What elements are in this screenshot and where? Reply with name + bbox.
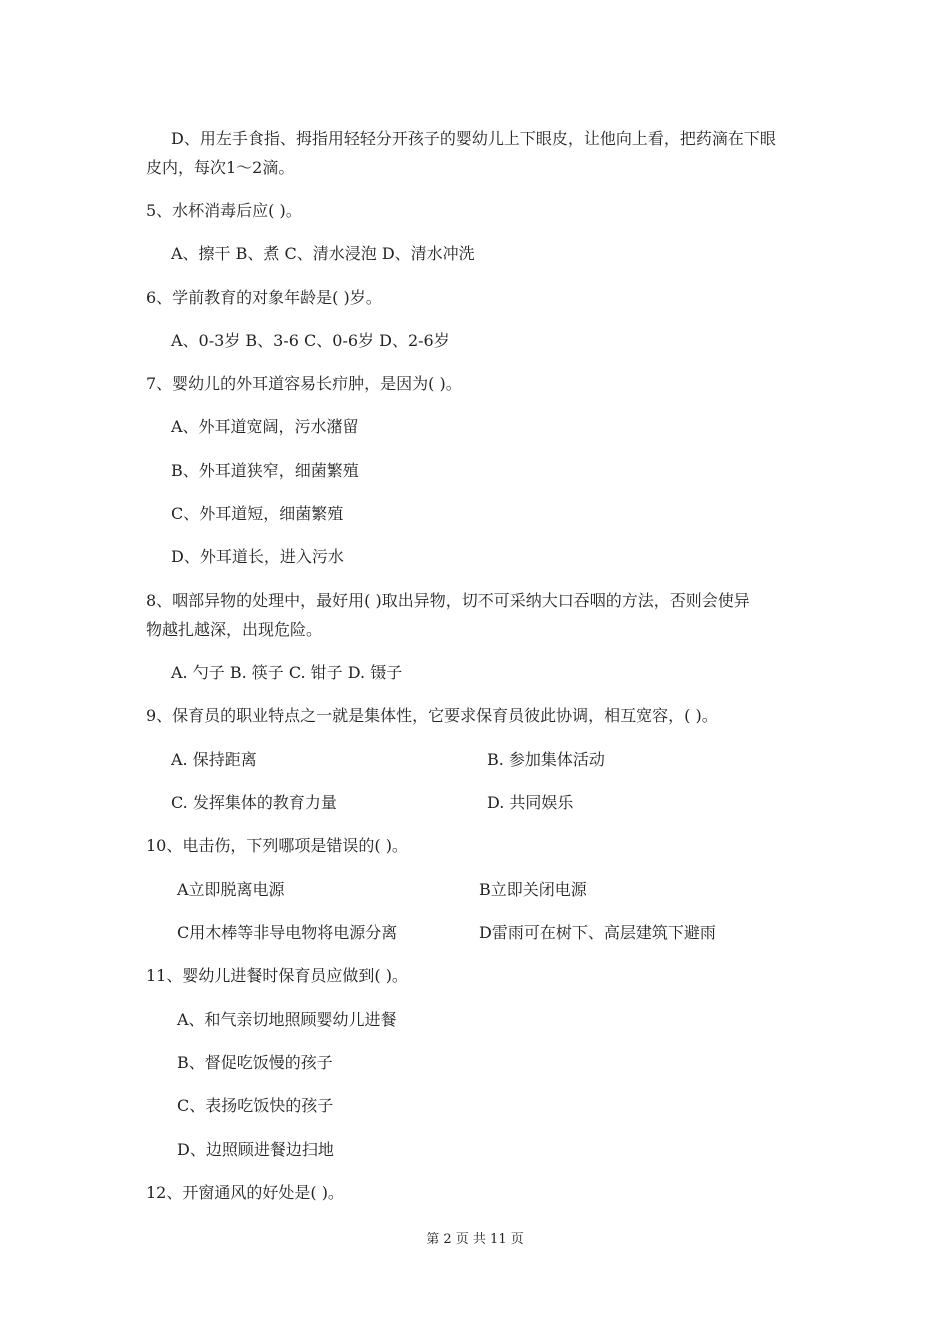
question-5-options: A、擦干 B、煮 C、清水浸泡 D、清水冲洗 [171,244,475,263]
question-7-option-a: A、外耳道宽阔，污水潴留 [171,417,359,436]
question-8-line2: 物越扎越深，出现危险。 [146,620,323,639]
question-9: 9、保育员的职业特点之一就是集体性，它要求保育员彼此协调，相互宽容，( )。 [146,706,718,725]
question-9-option-a: A. 保持距离 [171,750,257,769]
question-7-option-d: D、外耳道长，进入污水 [171,547,344,566]
q4-option-d-line1: D、用左手食指、拇指用轻轻分开孩子的婴幼儿上下眼皮，让他向上看，把药滴在下眼 [171,129,776,148]
question-7-option-c: C、外耳道短，细菌繁殖 [171,504,344,523]
question-10-option-a: A立即脱离电源 [177,880,285,899]
question-9-option-b: B. 参加集体活动 [487,750,605,769]
question-5: 5、水杯消毒后应( )。 [146,201,302,220]
question-10: 10、电击伤，下列哪项是错误的( )。 [146,836,408,855]
question-11-option-b: B、督促吃饭慢的孩子 [177,1053,333,1072]
question-10-option-b: B立即关闭电源 [479,880,587,899]
question-9-option-d: D. 共同娱乐 [487,793,574,812]
question-11-option-c: C、表扬吃饭快的孩子 [177,1096,334,1115]
question-12: 12、开窗通风的好处是( )。 [146,1183,344,1202]
q4-option-d-line2: 皮内，每次1～2滴。 [146,158,295,177]
question-10-option-d: D雷雨可在树下、高层建筑下避雨 [479,923,716,942]
question-7: 7、婴幼儿的外耳道容易长疖肿，是因为( )。 [146,374,462,393]
question-8-line1: 8、咽部异物的处理中，最好用( )取出异物，切不可采纳大口吞咽的方法，否则会使异 [146,591,750,610]
page-footer: 第 2 页 共 11 页 [426,1232,524,1247]
question-11-option-a: A、和气亲切地照顾婴幼儿进餐 [177,1010,397,1029]
question-8-options: A. 勺子 B. 筷子 C. 钳子 D. 镊子 [171,663,403,682]
question-10-option-c: C用木棒等非导电物将电源分离 [177,923,398,942]
question-11-option-d: D、边照顾进餐边扫地 [177,1140,334,1159]
question-6-options: A、0-3岁 B、3-6 C、0-6岁 D、2-6岁 [171,331,450,350]
question-11: 11、婴幼儿进餐时保育员应做到( )。 [146,966,408,985]
question-9-option-c: C. 发挥集体的教育力量 [171,793,337,812]
question-6: 6、学前教育的对象年龄是( )岁。 [146,288,382,307]
question-7-option-b: B、外耳道狭窄，细菌繁殖 [171,461,359,480]
